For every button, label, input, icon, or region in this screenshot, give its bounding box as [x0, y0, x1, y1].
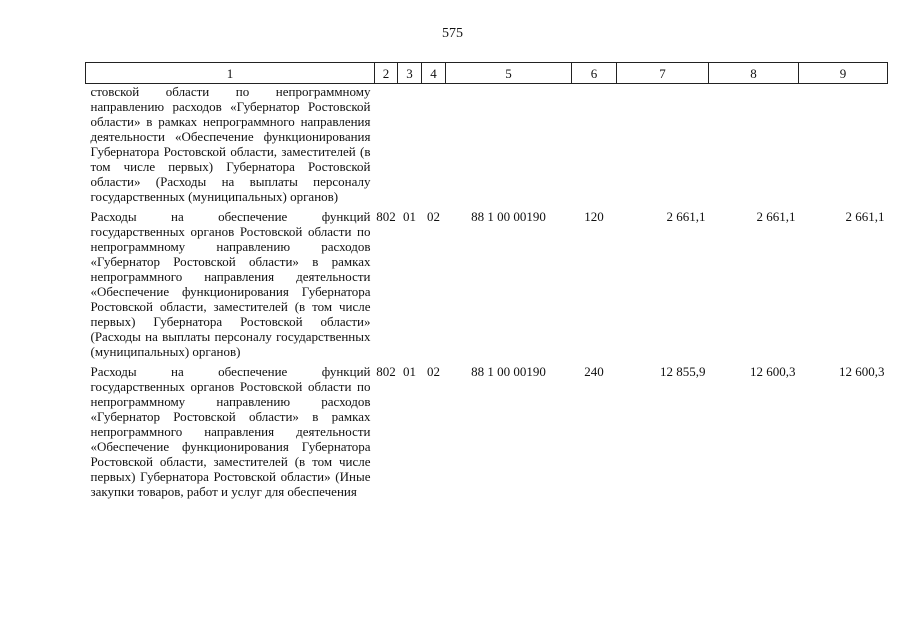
cell-subsection-code [422, 84, 446, 205]
cell-section-code: 01 [403, 209, 416, 224]
cell-target-article: 88 1 00 00190 [471, 364, 546, 379]
cell-amount-year1: 2 661,1 [666, 209, 706, 224]
cell-expense-type [572, 84, 617, 205]
cell-amount-year2 [709, 84, 799, 205]
cell-amount-year2: 2 661,1 [756, 209, 796, 224]
column-header: 4 [422, 63, 446, 84]
row-description: Расходы на обеспечение функций государственных органов Ростовской области по непрограммному направлению расходов «Губернатор Ростовской области» в рамках непрограммного направления деятельности «Обеспечение функционирования Губернатора Ростовской области, заместителей (в том числе первых) Губернатора Ростовской области» (Иные закупки товаров, работ и услуг для обеспечения [90, 364, 371, 499]
cell-amount-year1: 12 855,9 [660, 364, 706, 379]
column-header: 3 [398, 63, 422, 84]
column-header: 2 [375, 63, 398, 84]
table-row [86, 84, 888, 205]
column-header: 6 [572, 63, 617, 84]
cell-expense-type: 120 [584, 209, 604, 224]
cell-amount-year3 [799, 84, 888, 205]
cell-amount-year2: 12 600,3 [750, 364, 796, 379]
cell-ministry-code [375, 84, 398, 205]
cell-amount-year3: 12 600,3 [839, 364, 885, 379]
cell-section-code: 01 [403, 364, 416, 379]
table-header-row [86, 63, 888, 84]
cell-ministry-code: 802 [376, 209, 396, 224]
cell-section-code [398, 84, 422, 205]
page-number: 575 [442, 26, 463, 41]
cell-expense-type: 240 [584, 364, 604, 379]
row-description: стовской области по непрограммному направлению расходов «Губернатор Ростовской области» в рамках непрограммного направления деятельности «Обеспечение функционирования Губернатора Ростовской области, заместителей (в том числе первых) Губернатора Ростовской области» (Расходы на выплаты персоналу государственных (муниципальных) органов) [90, 84, 371, 204]
cell-amount-year1 [617, 84, 709, 205]
cell-subsection-code: 02 [427, 364, 440, 379]
cell-amount-year3: 2 661,1 [845, 209, 885, 224]
column-header: 8 [709, 63, 799, 84]
cell-target-article: 88 1 00 00190 [471, 209, 546, 224]
column-header: 9 [799, 63, 888, 84]
table-row [86, 364, 888, 499]
cell-ministry-code: 802 [376, 364, 396, 379]
column-header: 7 [617, 63, 709, 84]
column-header: 5 [446, 63, 572, 84]
row-description: Расходы на обеспечение функций государственных органов Ростовской области по непрограммному направлению расходов «Губернатор Ростовской области» в рамках непрограммного направления деятельности «Обеспечение функционирования Губернатора Ростовской области, заместителей (в том числе первых) Губернатора Ростовской области» (Расходы на выплаты персоналу государственных (муниципальных) органов) [90, 209, 371, 359]
cell-subsection-code: 02 [427, 209, 440, 224]
cell-target-article [446, 84, 572, 205]
column-header: 1 [86, 63, 375, 84]
table-row [86, 209, 888, 359]
budget-table [85, 62, 888, 499]
